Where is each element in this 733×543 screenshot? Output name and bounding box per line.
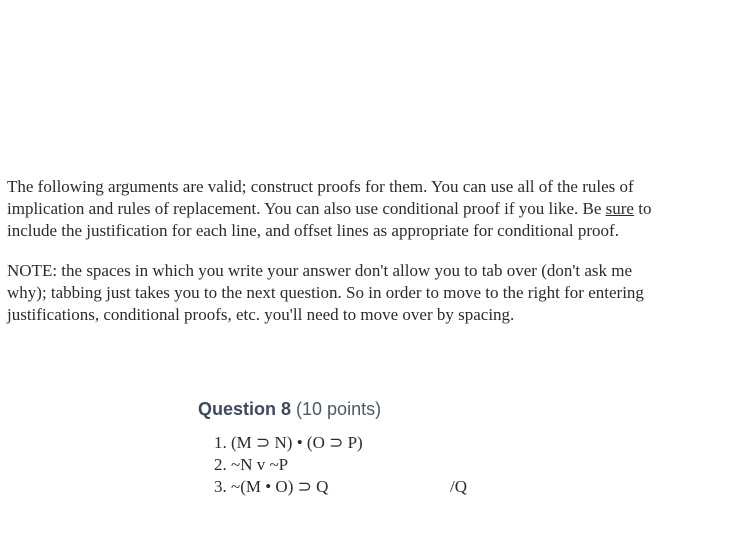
instructions-line-2-start: implication and rules of replacement. You can also use conditional proof if you like. Be <box>7 199 606 218</box>
note-line-2: why); tabbing just takes you to the next question. So in order to move to the right for entering <box>7 283 644 302</box>
note-paragraph <box>7 260 733 326</box>
premise-line <box>214 432 618 454</box>
premise-2: 2. ~N v ~P <box>214 455 289 474</box>
note-line-3: justifications, conditional proofs, etc. you'll need to move over by spacing. <box>7 305 515 324</box>
premise-list <box>214 432 618 498</box>
premise-1: 1. (M ⊃ N) • (O ⊃ P) <box>214 433 363 452</box>
question-heading <box>198 396 618 422</box>
instructions-line-2 <box>7 199 651 218</box>
instructions-line-1: The following arguments are valid; construct proofs for them. You can use all of the rules of <box>7 177 634 196</box>
question-number: Question 8 <box>198 399 292 419</box>
underlined-word: sure <box>605 199 634 218</box>
note-line-1: NOTE: the spaces in which you write your answer don't allow you to tab over (don't ask me <box>7 261 633 280</box>
instructions-line-3: include the justification for each line, and offset lines as appropriate for conditional proof. <box>7 221 619 240</box>
premise-line <box>214 454 618 476</box>
premise-line <box>214 476 618 498</box>
conclusion: /Q <box>450 477 467 496</box>
instructions-block <box>7 176 733 344</box>
instructions-paragraph <box>7 176 733 242</box>
premise-3: 3. ~(M • O) ⊃ Q <box>214 477 329 496</box>
question-points: (10 points) <box>296 399 382 419</box>
instructions-line-2-end: to <box>633 199 652 218</box>
question-block <box>198 396 618 498</box>
